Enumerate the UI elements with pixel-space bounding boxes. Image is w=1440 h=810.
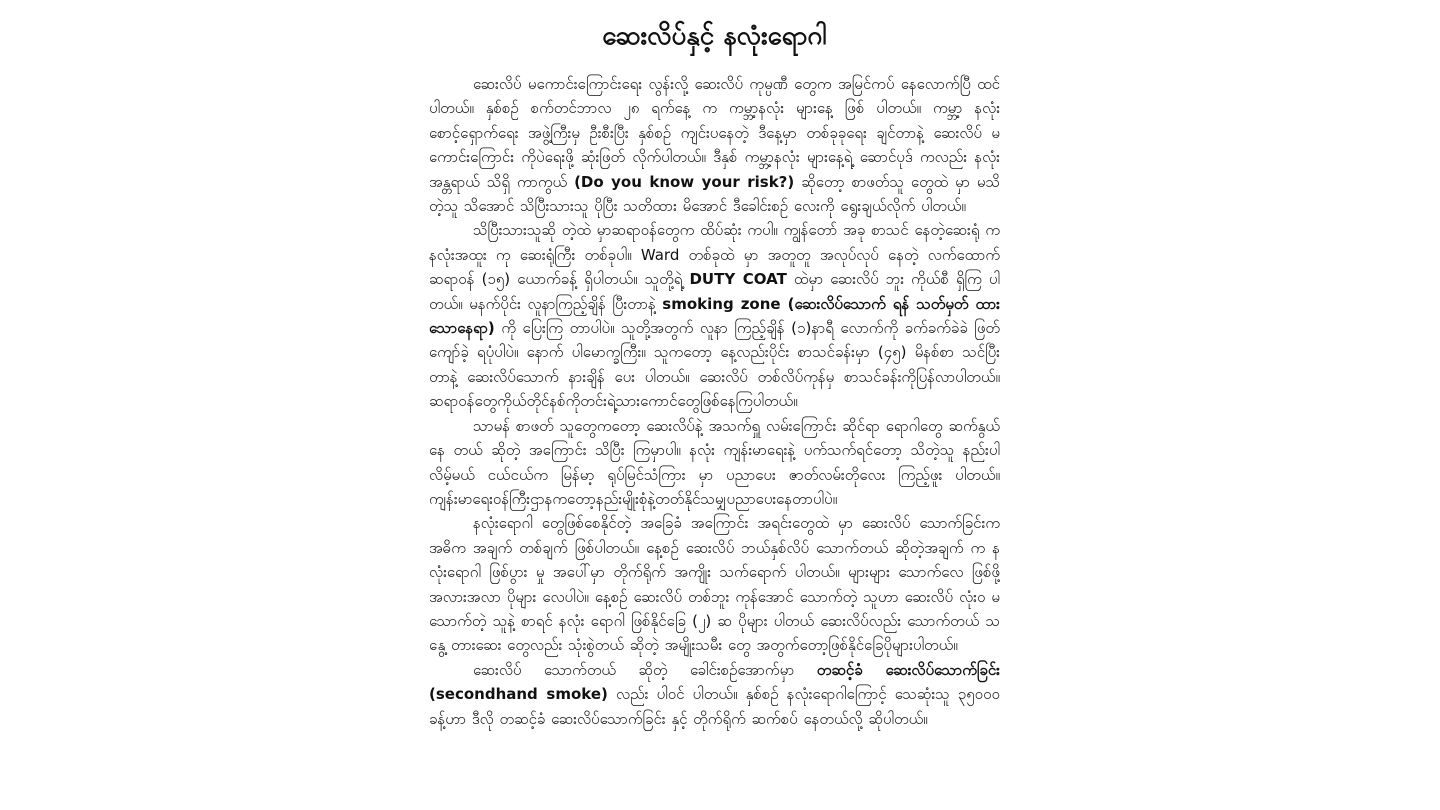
bold-phrase: တဆင့်ခံ ဆေးလိပ်သောက်ခြင်း (secondhand smoke) [429,660,1000,704]
paragraph-3 [429,414,1000,512]
paragraph-text: လည်း ပါဝင် ပါတယ်။ နှစ်စဉ် နလုံးရောဂါကြောင့် သေဆုံးသူ ၃၅၀၀၀ ခန့်ဟာ ဒီလို တဆင့်ခံ ဆေးလိပ်သောက်ခြင်း နှင့် တိုက်ရိုက် ဆက်စပ် နေတယ်လို့ ဆိုပါတယ်။ [429,685,1000,728]
paragraph-5 [429,658,1000,731]
paragraph-text: ထဲမှာ ဆေးလိပ် ဘူး ကိုယ်စီ ရှိကြ ပါတယ်။ မနက်ပိုင်း လူနာကြည့်ချိန် ပြီးတာနဲ့ [429,270,1001,313]
document-page [429,14,1000,731]
paragraph-text: နလုံးရောဂါ တွေဖြစ်စေနိုင်တဲ့ အခြေခံ အကြောင်း အရင်းတွေထဲ မှာ ဆေးလိပ် သောက်ခြင်းက အဓိက အချက် တစ်ချက် ဖြစ်ပါတယ်။ နေ့စဉ် ဆေးလိပ် ဘယ်နှစ်လိပ် သောက်တယ် ဆိုတဲ့အချက် က နလုံးရောဂါ ဖြစ်ပွား မှု အပေါ်မှာ တိုက်ရိုက် အကျိုး သက်ရောက် ပါတယ်။ များများ သောက်လေ ဖြစ်ဖို့ အလားအလာ ပိုများ လေပါပဲ။ နေ့စဉ် ဆေးလိပ် တစ်ဘူး ကုန်အောင် သောက်တဲ့ သူဟာ ဆေးလိပ် လုံးဝ မသောက်တဲ့ သူနဲ့ စာရင် နလုံး ရောဂါ ဖြစ်နိုင်ခြေ (၂) ဆ ပိုများ ပါတယ် ဆေးလိပ်လည်း သောက်တယ် သနွေ့ တားဆေး တွေလည်း သုံးစွဲတယ် ဆိုတဲ့ အမျိုးသမီး တွေ အတွက်တော့ဖြစ်နိုင်ခြေပိုများပါတယ်။ [429,514,1000,655]
paragraph-text: သာမန် စာဖတ် သူတွေကတော့ ဆေးလိပ်နဲ့ အသက်ရှူ လမ်းကြောင်း ဆိုင်ရာ ရောဂါတွေ ဆက်နွယ်နေ တယ် ဆိုတဲ့ အကြောင်း သိပြီး ကြမှာပါ။ နလုံး ကျန်းမာရေးနဲ့ ပက်သက်ရင်တော့ သိတဲ့သူ နည်းပါ လိမ့်မယ် ငယ်ငယ်က မြန်မာ့ ရုပ်မြင်သံကြား မှာ ပညာပေး ဇာတ်လမ်းတိုလေး ကြည့်ဖူး ပါတယ်။ ကျန်းမာရေးဝန်ကြီးဌာနကတော့နည်းမျိုးစုံနဲ့တတ်နိုင်သမျှပညာပေးနေတာပါပဲ။ [429,416,1000,508]
paragraph-4 [429,511,1000,657]
paragraph-text: ဆေးလိပ် မကောင်းကြောင်းရေး လွန်းလို့ ဆေးလိပ် ကုမ္ပဏီ တွေက အမြင်ကပ် နေလောက်ပြီ ထင်ပါတယ်။ နှစ်စဉ် စက်တင်ဘာလ ၂၈ ရက်နေ့ က ကမ္ဘာ့နလုံး များနေ့ ဖြစ် ပါတယ်။ ကမ္ဘာ့ နလုံးစောင့်ရှောက်ရေး အဖွဲ့ကြီးမှ ဦးစီးပြီး နှစ်စဉ် ကျင်းပနေတဲ့ ဒီနေ့မှာ တစ်ခုခုရေး ချင်တာနဲ့ ဆေးလိပ် မကောင်းကြောင်း ကိုပဲရေးဖို့ ဆုံးဖြတ် လိုက်ပါတယ်။ ဒီနှစ် ကမ္ဘာ့နလုံး များနေ့ရဲ့ ဆောင်ပုဒ် ကလည်း နလုံး အန္တရာယ် သိရှိ ကာကွယ် [429,75,1000,191]
paragraph-text: သိပြီးသားသူဆို တဲ့ထဲ မှာဆရာဝန်တွေက ထိပ်ဆုံး ကပါ။ ကျွန်တော် အခု စာသင် နေတဲ့ဆေးရုံ က နလုံးအထူး ကု ဆေးရုံကြီး တစ်ခုပါ။ Ward တစ်ခုထဲ မှာ အတူတူ အလုပ်လုပ် နေတဲ့ လက်ထောက် ဆရာဝန် (၁၅) ယောက်ခန့် ရှိပါတယ်။ သူတို့ရဲ့ [429,221,1000,289]
page-title: ဆေးလိပ်နှင့် နလုံးရောဂါ [602,21,827,51]
paragraph-text: ဆေးလိပ် သောက်တယ် ဆိုတဲ့ ခေါင်းစဉ်အောက်မှာ [473,660,817,679]
bold-phrase: (Do you know your risk?) [574,172,795,191]
bold-phrase: DUTY COAT [689,270,787,289]
paragraph-2 [429,218,1000,413]
paragraph-1 [429,72,1000,218]
bold-phrase: smoking zone (ဆေးလိပ်သောက် ရန် သတ်မှတ် ထားသောနေရာ) [429,294,1000,338]
paragraph-text: ဆိုတော့ စာဖတ်သူ တွေထဲ မှာ မသိ တဲ့သူ သိအောင် သိပြီးသားသူ ပိုပြီး သတိထား မိအောင် ဒီခေါင်းစဉ် လေးကို ရွေးချယ်လိုက် ပါတယ်။ [429,172,1000,216]
paragraph-text: ကို ပြေးကြ တာပါပဲ။ သူတို့အတွက် လူနာ ကြည့်ချိန် (၁)နာရီ လောက်ကို ခက်ခက်ခဲခဲ ဖြတ်ကျော်ခဲ့ ရပုံပါပဲ။ နောက် ပါမောက္ခကြီး။ သူကတော့ နေ့လည်းပိုင်း စာသင်ခန်းမှာ (၄၅) မိနစ်စာ သင်ပြီး တာနဲ့ ဆေးလိပ်သောက် နားချိန် ပေး ပါတယ်။ ဆေးလိပ် တစ်လိပ်ကုန်မှ စာသင်ခန်းကိုပြန်လာပါတယ်။ဆရာဝန်တွေကိုယ်တိုင်နစ်ကိုတင်းရဲ့သားကောင်တွေဖြစ်နေကြပါတယ်။ [429,319,1000,411]
